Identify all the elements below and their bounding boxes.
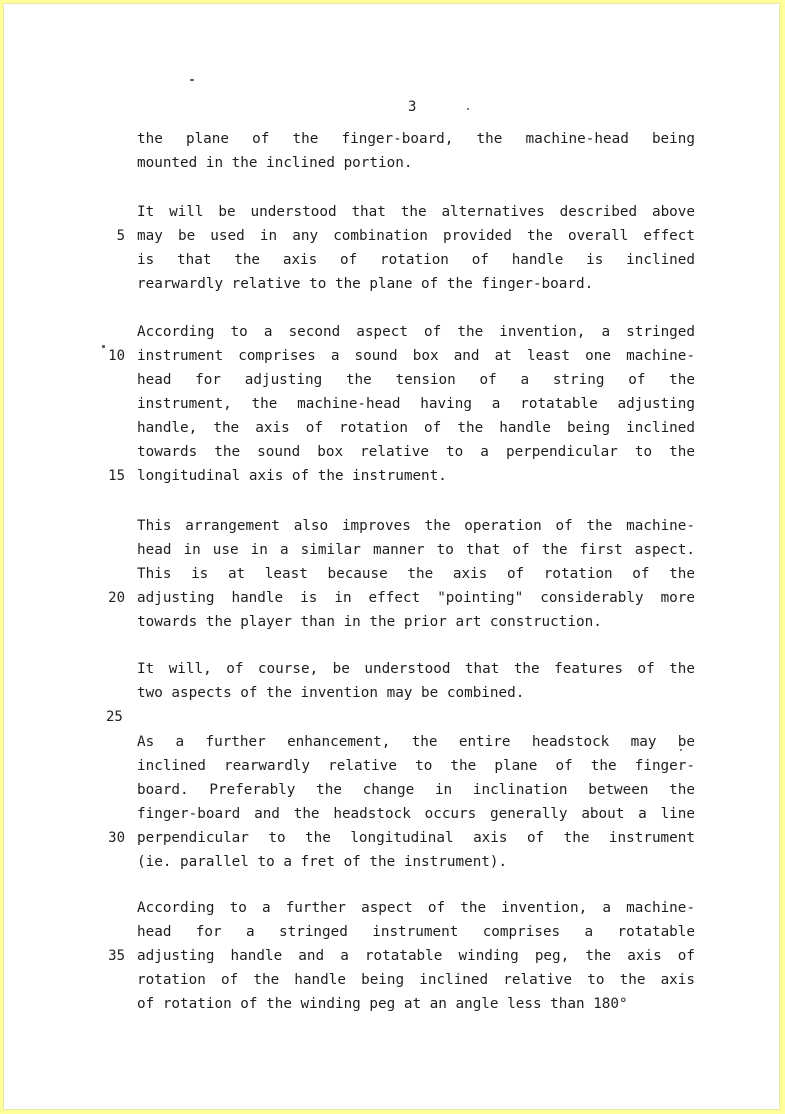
- text-line: [137, 968, 695, 992]
- text-line: [137, 127, 695, 151]
- line-text: rotation of the handle being inclined relative to the axis: [137, 972, 695, 988]
- text-line: [137, 562, 695, 586]
- line-number: 20: [108, 590, 125, 606]
- document-page: [3, 3, 780, 1110]
- line-text: (ie. parallel to a fret of the instrument).: [137, 854, 508, 870]
- line-text: head for adjusting the tension of a string of the: [137, 372, 695, 388]
- text-line: [137, 610, 695, 634]
- text-line: [137, 681, 695, 705]
- text-line: [108, 944, 695, 968]
- line-text: board. Preferably the change in inclination between the: [137, 782, 695, 798]
- line-number: 15: [108, 468, 125, 484]
- text-line: [137, 778, 695, 802]
- paragraph: [108, 514, 695, 634]
- line-number: 30: [108, 830, 125, 846]
- line-text: finger-board and the headstock occurs generally about a line: [137, 806, 695, 822]
- text-line: [137, 440, 695, 464]
- line-text: head in use in a similar manner to that of the first aspect.: [137, 542, 695, 558]
- line-number: 25: [106, 709, 123, 725]
- page-number: 3: [408, 99, 417, 115]
- text-line: [137, 992, 695, 1016]
- line-text: inclined rearwardly relative to the plane of the finger-: [137, 758, 695, 774]
- scan-speck: [190, 79, 194, 81]
- text-line: [137, 151, 695, 175]
- paragraph: [108, 730, 695, 874]
- line-number: 35: [108, 948, 125, 964]
- text-line: [137, 320, 695, 344]
- paragraph: [137, 657, 695, 705]
- line-text: head for a stringed instrument comprises a rotatable: [137, 924, 695, 940]
- text-line: [137, 416, 695, 440]
- paragraph: [108, 896, 695, 1016]
- line-text: It will, of course, be understood that the features of the: [137, 661, 695, 677]
- paragraph: [108, 320, 695, 488]
- text-line: [137, 272, 695, 296]
- line-text: adjusting handle and a rotatable winding peg, the axis of: [137, 948, 695, 964]
- text-line: [108, 344, 695, 368]
- line-text: According to a second aspect of the invention, a stringed: [137, 324, 695, 340]
- line-text: mounted in the inclined portion.: [137, 155, 413, 171]
- line-text: rearwardly relative to the plane of the finger-board.: [137, 276, 594, 292]
- text-line: [137, 514, 695, 538]
- text-line: [137, 200, 695, 224]
- line-text: is that the axis of rotation of handle is inclined: [137, 252, 695, 268]
- text-line: [137, 896, 695, 920]
- text-line: [137, 538, 695, 562]
- line-text: two aspects of the invention may be combined.: [137, 685, 525, 701]
- text-line: [137, 754, 695, 778]
- line-text: According to a further aspect of the invention, a machine-: [137, 900, 695, 916]
- line-text: This is at least because the axis of rotation of the: [137, 566, 695, 582]
- text-line: [108, 464, 695, 488]
- line-text: instrument comprises a sound box and at least one machine-: [137, 348, 695, 364]
- line-text: towards the sound box relative to a perpendicular to the: [137, 444, 695, 460]
- line-text: As a further enhancement, the entire headstock may be: [137, 734, 695, 750]
- line-text: may be used in any combination provided the overall effect: [137, 228, 695, 244]
- scan-speck: [102, 345, 105, 348]
- scan-speck: [467, 108, 469, 110]
- line-number: 10: [108, 348, 125, 364]
- line-text: instrument, the machine-head having a rotatable adjusting: [137, 396, 695, 412]
- text-line: [137, 248, 695, 272]
- line-number: 5: [116, 228, 125, 244]
- text-line: [108, 826, 695, 850]
- text-line: [116, 224, 695, 248]
- text-line: [137, 802, 695, 826]
- line-text: perpendicular to the longitudinal axis of the instrument: [137, 830, 695, 846]
- text-line: [108, 586, 695, 610]
- line-text: longitudinal axis of the instrument.: [137, 468, 447, 484]
- text-line: [137, 657, 695, 681]
- line-text: towards the player than in the prior art construction.: [137, 614, 602, 630]
- paragraph: [137, 127, 695, 175]
- paragraph: [116, 200, 695, 296]
- text-line: [137, 730, 695, 754]
- line-text: the plane of the finger-board, the machine-head being: [137, 131, 695, 147]
- text-line: [137, 392, 695, 416]
- line-text: It will be understood that the alternatives described above: [137, 204, 695, 220]
- line-text: handle, the axis of rotation of the handle being inclined: [137, 420, 695, 436]
- line-text: of rotation of the winding peg at an angle less than 180°: [137, 996, 628, 1012]
- text-line: [137, 368, 695, 392]
- line-text: This arrangement also improves the operation of the machine-: [137, 518, 695, 534]
- text-line: [137, 920, 695, 944]
- line-text: adjusting handle is in effect "pointing" considerably more: [137, 590, 695, 606]
- text-line: [137, 850, 695, 874]
